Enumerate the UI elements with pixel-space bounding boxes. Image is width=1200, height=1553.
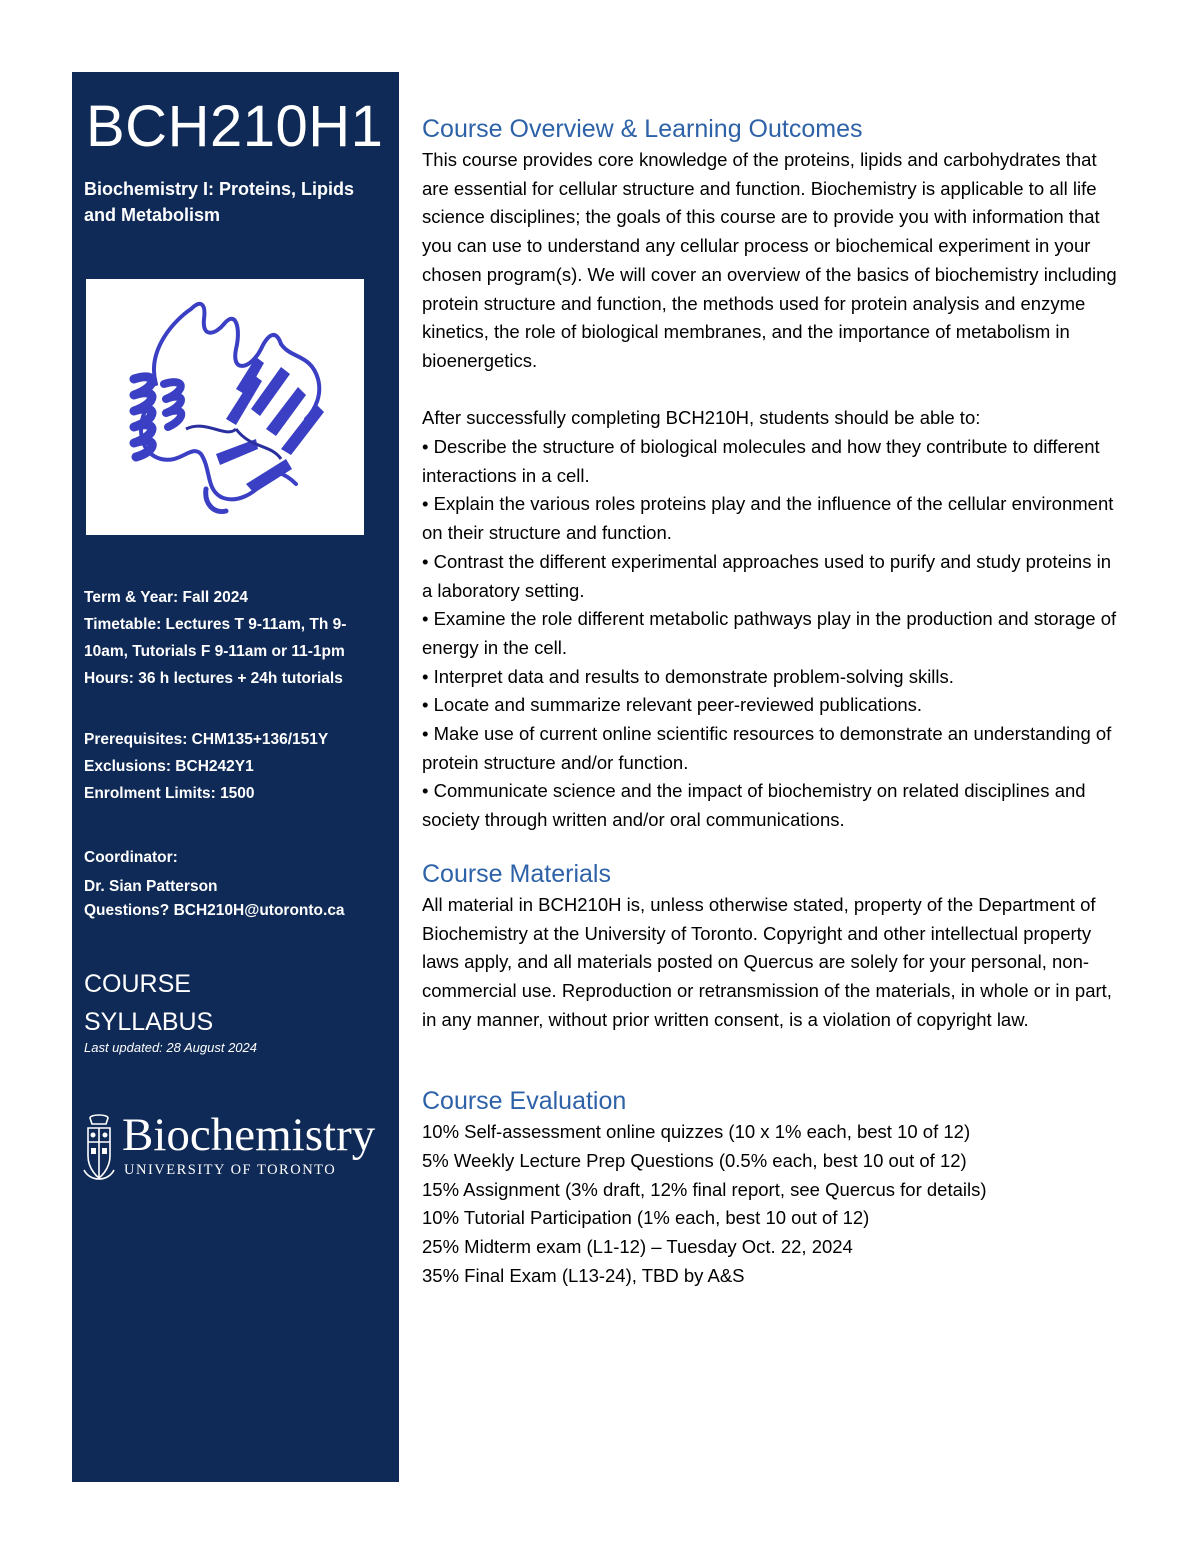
list-item: • Describe the structure of biological molecules and how they contribute to different interactions in a cell. [422, 436, 1100, 486]
overview-heading: Course Overview & Learning Outcomes [422, 115, 863, 143]
exclusions: Exclusions: BCH242Y1 [84, 758, 254, 775]
hours: Hours: 36 h lectures + 24h tutorials [84, 670, 343, 687]
schedule-info [84, 584, 384, 692]
list-item: • Make use of current online scientific resources to demonstrate an understanding of protein structure and/or function. [422, 723, 1112, 773]
list-item: 35% Final Exam (L13-24), TBD by A&S [422, 1264, 745, 1286]
protein-ribbon-icon [86, 279, 364, 535]
protein-structure-image [86, 279, 364, 535]
coordinator-info [84, 844, 384, 923]
list-item: • Locate and summarize relevant peer-reviewed publications. [422, 694, 923, 716]
list-item: • Contrast the different experimental approaches used to purify and study proteins in a laboratory setting. [422, 550, 1111, 601]
syllabus-heading [84, 965, 213, 1041]
course-title: Biochemistry I: Proteins, Lipids and Metabolism [84, 179, 355, 225]
list-item: • Communicate science and the impact of biochemistry on related disciplines and society through written and/or oral communications. [422, 780, 1086, 831]
sidebar-panel [72, 72, 399, 1482]
last-updated: Last updated: 28 August 2024 [84, 1040, 257, 1055]
coordinator-name: Dr. Sian Patterson [84, 878, 218, 895]
course-code: BCH210H1 [86, 94, 384, 159]
logo-wordmark: Biochemistry [122, 1109, 376, 1161]
list-item: • Examine the role different metabolic pathways play in the production and storage of energy in the cell. [422, 608, 1117, 658]
enrolment-limits: Enrolment Limits: 1500 [84, 785, 255, 802]
outcomes-intro: After successfully completing BCH210H, students should be able to: [422, 407, 981, 429]
logo-subtitle: UNIVERSITY OF TORONTO [124, 1162, 337, 1178]
list-item: 10% Self-assessment online quizzes (10 x 1% each, best 10 of 12) [422, 1121, 971, 1143]
list-item: 25% Midterm exam (L1-12) – Tuesday Oct. 22, 2024 [422, 1236, 853, 1258]
materials-heading: Course Materials [422, 859, 611, 888]
overview-section [422, 112, 1122, 835]
timetable: Timetable: Lectures T 9-11am, Th 9-10am, Tutorials F 9-11am or 11-1pm [84, 616, 347, 660]
syllabus-line-2: SYLLABUS [84, 1008, 214, 1036]
coordinator-label: Coordinator: [84, 849, 178, 866]
overview-paragraph: This course provides core knowledge of the proteins, lipids and carbohydrates that are essential for cellular structure and function. Biochemistry is applicable to all life science disciplines; the goals of this course are to provide you with information that you can use to understand any cellular process or biochemical experiment in your chosen program(s). We will cover an overview of the basics of biochemistry including protein structure and function, the methods used for protein analysis and enzyme kinetics, the role of biological membranes, and the importance of metabolism in bioenergetics. [422, 149, 1117, 371]
evaluation-section [422, 1084, 1122, 1290]
coordinator-email[interactable]: Questions? BCH210H@utoronto.ca [84, 902, 345, 919]
list-item: • Explain the various roles proteins play and the influence of the cellular environment on their structure and function. [422, 493, 1114, 544]
term-year: Term & Year: Fall 2024 [84, 589, 248, 606]
requirements-info [84, 726, 384, 807]
syllabus-line-1: COURSE [84, 970, 191, 998]
university-crest-icon [82, 1112, 116, 1187]
evaluation-heading: Course Evaluation [422, 1087, 627, 1116]
outcomes-list [422, 433, 1122, 835]
prerequisites: Prerequisites: CHM135+136/151Y [84, 731, 329, 748]
list-item: • Interpret data and results to demonstrate problem-solving skills. [422, 665, 954, 687]
evaluation-list [422, 1118, 1122, 1290]
list-item: 15% Assignment (3% draft, 12% final report, see Quercus for details) [422, 1178, 987, 1200]
list-item: 5% Weekly Lecture Prep Questions (0.5% each, best 10 out of 12) [422, 1150, 967, 1172]
biochemistry-logo [82, 1109, 392, 1192]
main-content [422, 112, 1122, 1291]
materials-section [422, 857, 1122, 1035]
materials-paragraph: All material in BCH210H is, unless otherwise stated, property of the Department of Biochemistry at the University of Toronto. Copyright and other intellectual property laws apply, and all materials posted on Quercus are solely for your personal, non-commercial use. Reproduction or retransmission of the materials, in whole or in part, in any manner, without prior written consent, is a violation of copyright law. [422, 893, 1112, 1030]
list-item: 10% Tutorial Participation (1% each, best 10 out of 12) [422, 1207, 870, 1229]
